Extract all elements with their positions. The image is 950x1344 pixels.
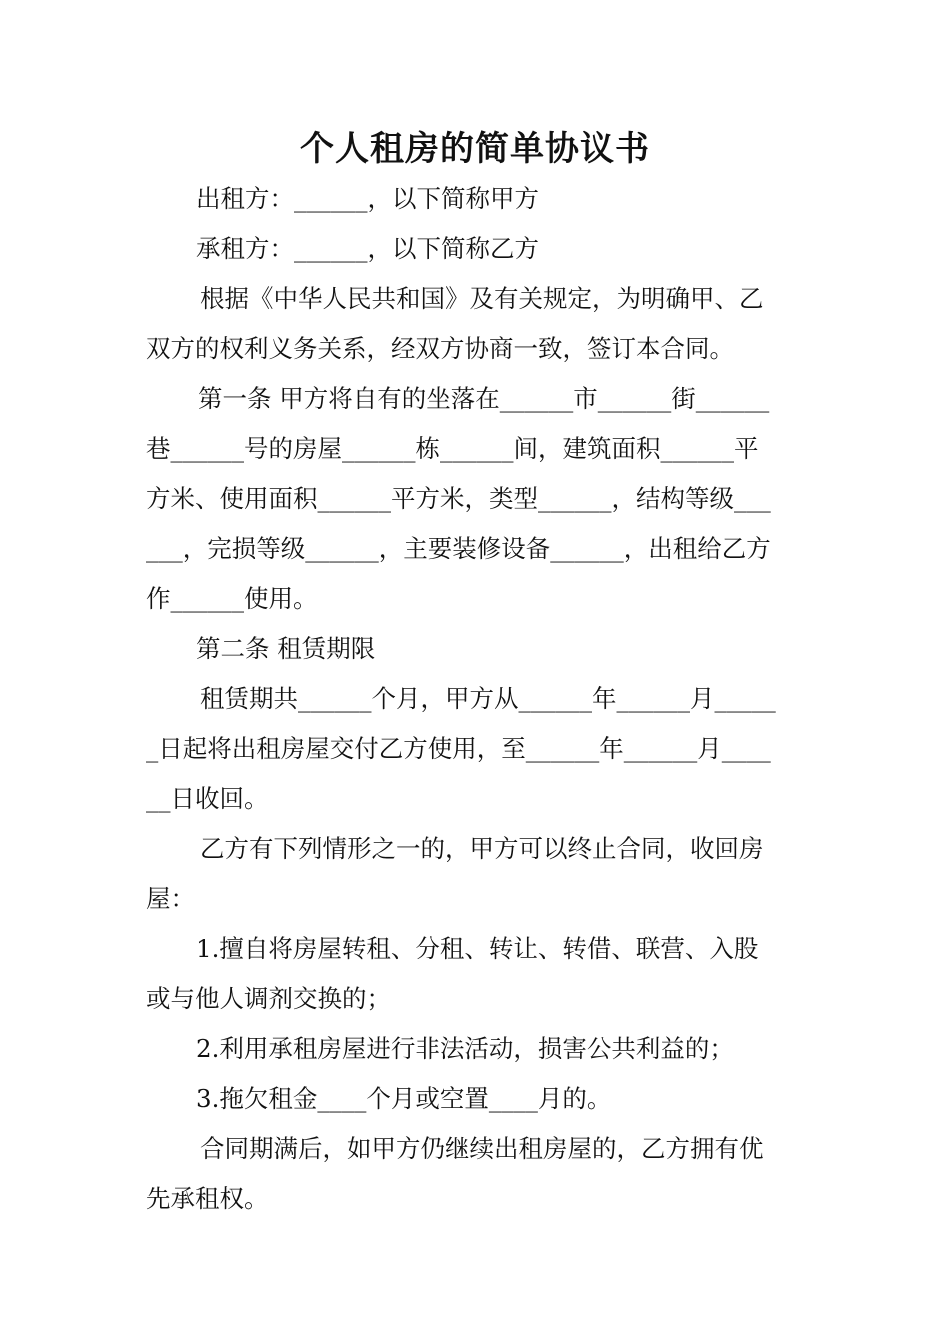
condition-3-line: 3.拖欠租金____个月或空置____月的。 xyxy=(196,1084,612,1113)
lessee-line: 承租方：______，以下简称乙方 xyxy=(196,234,539,263)
preamble-line-2: 双方的权利义务关系，经双方协商一致，签订本合同。 xyxy=(146,334,734,363)
article-1-line-3: 方米、使用面积______平方米，类型______，结构等级___ xyxy=(146,484,771,513)
renewal-line-2: 先承租权。 xyxy=(146,1184,269,1213)
article-1-line-1: 第一条 甲方将自有的坐落在______市______街______ xyxy=(198,384,770,413)
lease-term-line-1: 租赁期共______个月，甲方从______年______月_____ xyxy=(200,684,776,713)
termination-line-1: 乙方有下列情形之一的，甲方可以终止合同，收回房 xyxy=(200,834,764,863)
condition-1-line-2: 或与他人调剂交换的； xyxy=(146,984,391,1013)
lessor-line: 出租方：______，以下简称甲方 xyxy=(196,184,539,213)
preamble-line-1: 根据《中华人民共和国》及有关规定，为明确甲、乙 xyxy=(200,284,764,313)
lease-term-line-3: __日收回。 xyxy=(146,784,269,813)
condition-1-line-1: 1.擅自将房屋转租、分租、转让、转借、联营、入股 xyxy=(196,934,759,963)
lease-term-line-2: _日起将出租房屋交付乙方使用，至______年______月____ xyxy=(146,734,771,763)
article-1-line-5: 作______使用。 xyxy=(146,584,318,613)
article-2-heading: 第二条 租赁期限 xyxy=(196,634,376,663)
condition-2-line: 2.利用承租房屋进行非法活动，损害公共利益的； xyxy=(196,1034,734,1063)
renewal-line-1: 合同期满后，如甲方仍继续出租房屋的，乙方拥有优 xyxy=(200,1134,764,1163)
article-1-line-4: ___，完损等级______，主要装修设备______，出租给乙方 xyxy=(146,534,771,563)
termination-line-2: 屋： xyxy=(146,884,195,913)
article-1-line-2: 巷______号的房屋______栋______间，建筑面积______平 xyxy=(146,434,759,463)
document-title: 个人租房的简单协议书 xyxy=(300,129,650,169)
